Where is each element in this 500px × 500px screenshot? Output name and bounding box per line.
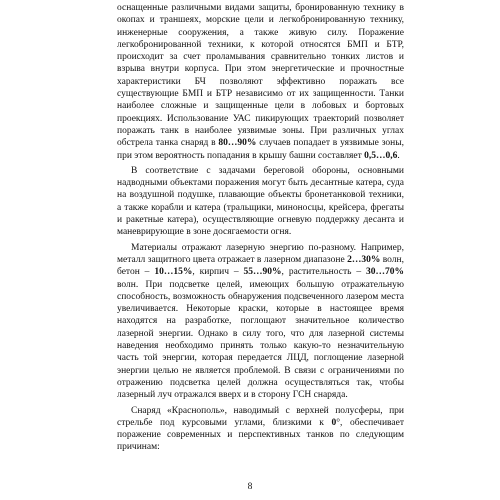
bold-value: 55…90% — [243, 267, 282, 278]
bold-value: 0,5…0,6 — [364, 150, 398, 161]
text-run: Снаряд «Краснополь», наводимый с верхней полусферы, при стрельбе под курсовыми углами, близкими к — [117, 405, 404, 428]
page-number: 8 — [247, 482, 253, 492]
text-run: Материалы отражают лазерную энергию по-разному. Например, металл защитного цвета отражает в лазерном диапазоне — [117, 242, 404, 265]
text-run: , кирпич – — [192, 267, 244, 278]
bold-value: 80…90% — [218, 138, 257, 149]
text-run: . — [397, 150, 400, 161]
text-run: волн. При подсветке целей, имеющих большую отражательную способность, возможность обнаружения подсвеченного лазером места увеличивается. Некоторые краски, которые в настоящее время находятся на разработке, поглощают значительное количество лазерной энергии. Однако в силу того, что для лазерной системы наведения необходимо принять только какую-то незначительную часть той энергии, которая передается ЛЦД, поглощение лазерной энергии целью не является проблемой. В связи с ограничениями по отражению подсветка целей должна осуществляться так, чтобы лазерный луч отражался вверх и в сторону ГСН снаряда. — [117, 279, 404, 401]
bold-value: 0 — [331, 417, 337, 428]
text-run: В соответствие с задачами береговой обороны, основными надводными объектами поражения могут быть десантные катера, суда на воздушной подушке, плавающие объекты бронетанковой техники, а также корабли и катера (тральщики, миноносцы, крейсера, фрегаты и ракетные катера), осуществляющие огневую поддержку десанта и маневрирующие в зоне досягаемости огня. — [117, 165, 404, 238]
bold-value: 30…70% — [366, 267, 404, 278]
text-run: случаев попадает в уязвимые зоны, при этом вероятность попадания в крышу башни составляет — [117, 138, 404, 161]
bold-value: 2…30% — [347, 254, 381, 265]
paragraph-4 — [117, 405, 404, 454]
text-run: , растительность – — [281, 267, 366, 278]
paragraph-2 — [117, 165, 404, 239]
paragraph-1 — [117, 2, 404, 162]
paragraph-3 — [117, 242, 404, 402]
body-text — [117, 2, 404, 454]
text-run: волн, бетон – — [117, 254, 404, 278]
text-run: оснащенные различными видами защиты, бронированную технику в окопах и траншеях, морские цели и легкобронированную технику, инженерные сооружения, а также живую силу. Поражение легкобронированной техники, к которой относятся БМП и БТР, происходит за счет проламывания сравнительно тонких листов и взрыва внутри корпуса. При этом энергетические и прочностные характеристики БЧ позволяют эффективно поражать все существующие БМП и БТР независимо от их защищенности. Танки наиболее сложные и защищенные цели в лобовых и бортовых проекциях. Использование УАС пикирующих траекторий позволяет поражать танк в наиболее уязвимые зоны. При различных углах обстрела танка снаряд в — [117, 3, 404, 149]
bold-value: 10…15% — [154, 267, 193, 278]
text-run: °, обеспечивает поражение современных и перспективных танков по следующим причинам: — [117, 417, 404, 453]
